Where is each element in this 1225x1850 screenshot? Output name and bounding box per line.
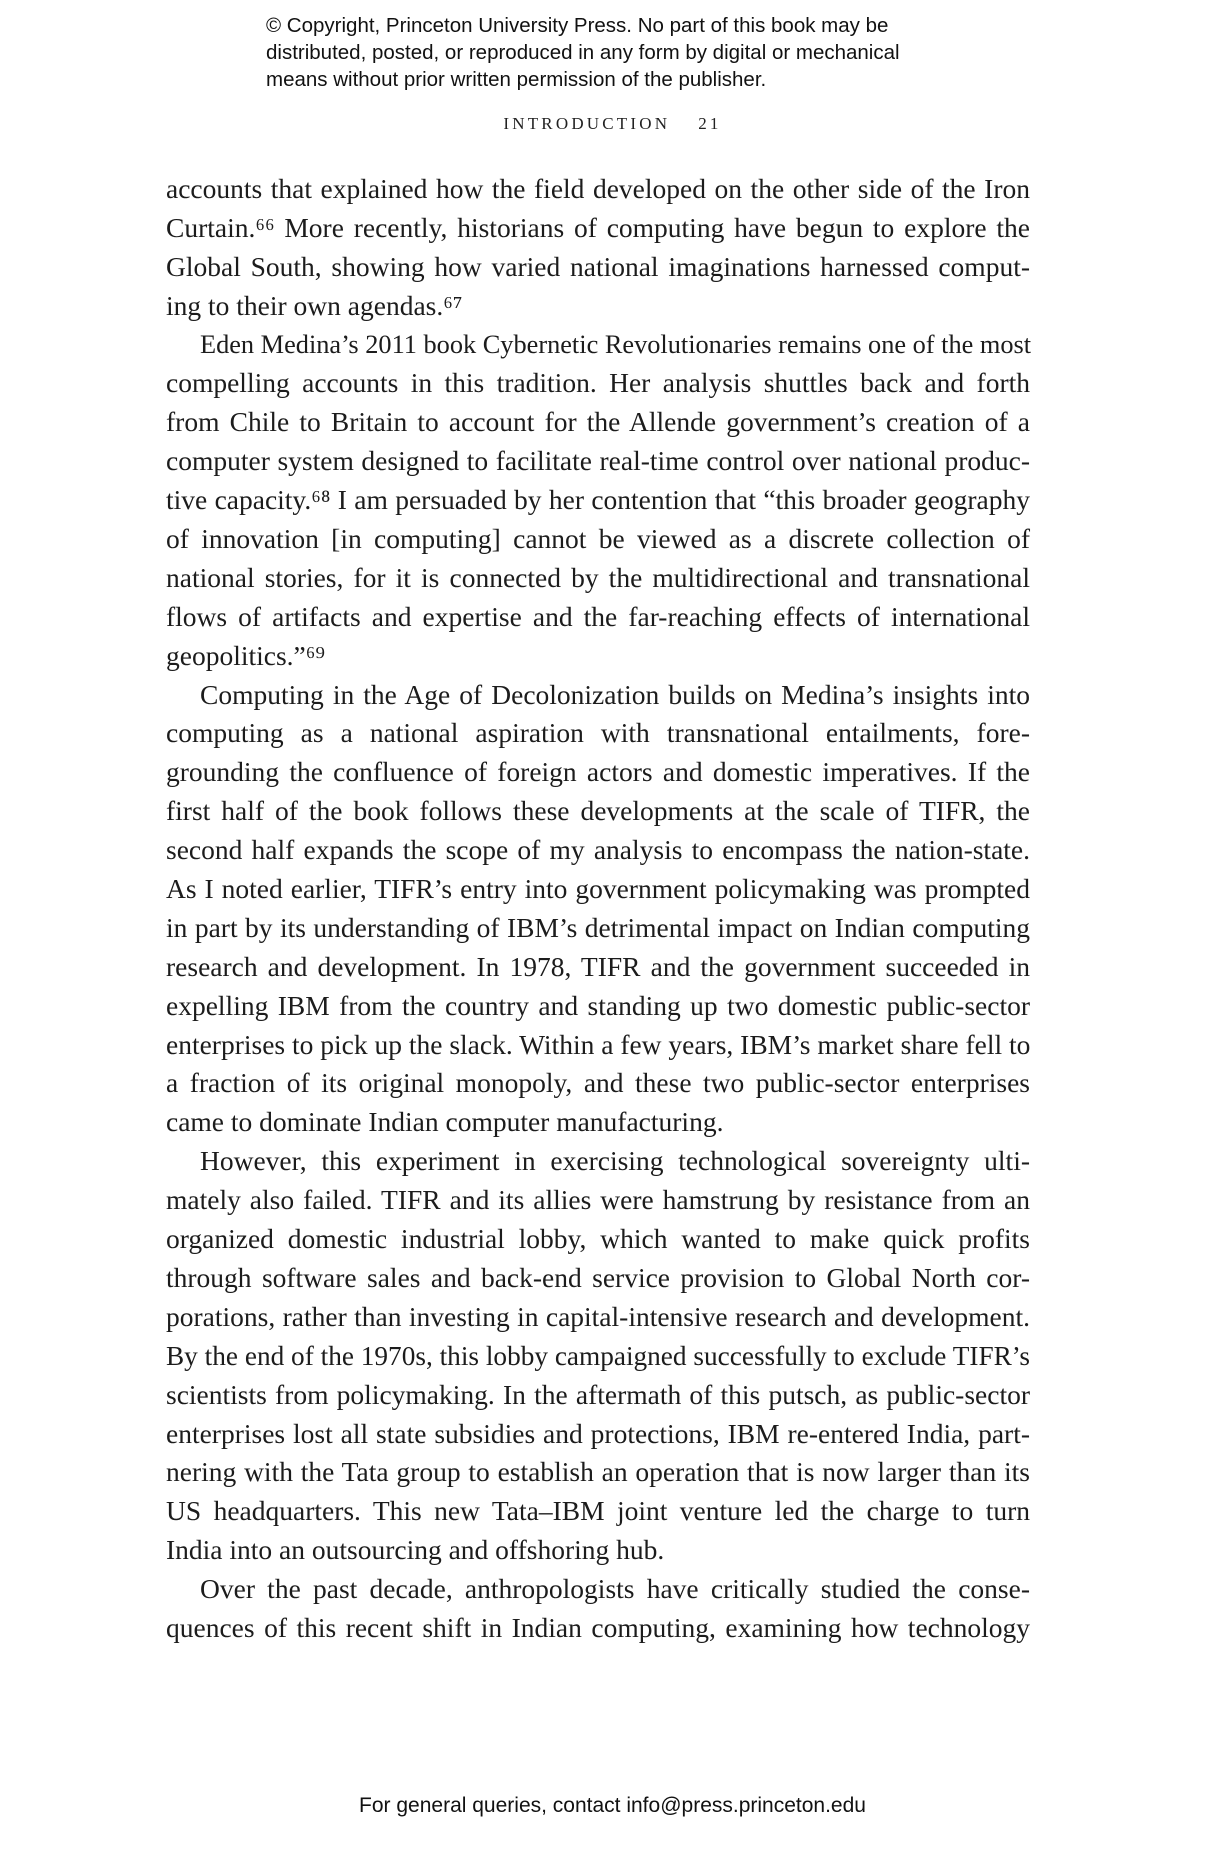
text-line: ing to their own agendas.⁶⁷ [166, 289, 463, 321]
text-line: scientists from policymaking. In the aftermath of this putsch, as public-sector [166, 1378, 1030, 1410]
footer-contact: For general queries, contact info@press.princeton.edu [359, 1794, 866, 1817]
text-line: quences of this recent shift in Indian computing, examining how technology [166, 1611, 1030, 1643]
copyright-notice [266, 12, 1026, 93]
text-line: computer system designed to facilitate real-time control over national produc- [166, 445, 1030, 477]
copyright-line: means without prior written permission of the publisher. [266, 68, 767, 91]
text-line: through software sales and back-end service provision to Global North cor- [166, 1261, 1030, 1293]
text-line: in part by its understanding of IBM’s detrimental impact on Indian computing [166, 911, 1030, 943]
text-line: research and development. In 1978, TIFR and the government succeeded in [166, 950, 1030, 982]
text-line: national stories, for it is connected by the multidirectional and transnational [166, 561, 1030, 593]
text-line: By the end of the 1970s, this lobby campaigned successfully to exclude TIFR’s [166, 1340, 1030, 1371]
text-line: computing as a national aspiration with transnational entailments, fore- [166, 717, 1030, 749]
body-text [166, 170, 1030, 1648]
text-line: nering with the Tata group to establish an operation that is now larger than its [166, 1456, 1030, 1488]
text-line: India into an outsourcing and offshoring hub. [166, 1534, 665, 1566]
text-line: from Chile to Britain to account for the Allende government’s creation of a [166, 406, 1030, 438]
text-line: enterprises to pick up the slack. Within a few years, IBM’s market share fell to [166, 1028, 1031, 1060]
copyright-line: © Copyright, Princeton University Press. No part of this book may be [266, 14, 889, 37]
text-line: US headquarters. This new Tata–IBM joint venture led the charge to turn [166, 1495, 1030, 1527]
text-line: came to dominate Indian computer manufacturing. [166, 1106, 724, 1138]
text-line: a fraction of its original monopoly, and these two public-sector enterprises [166, 1067, 1030, 1099]
running-head-title: INTRODUCTION [503, 114, 671, 133]
text-line: geopolitics.”⁶⁹ [166, 639, 325, 671]
text-line: Computing in the Age of Decolonization builds on Medina’s insights into [200, 678, 1030, 710]
text-line: organized domestic industrial lobby, which wanted to make quick profits [166, 1223, 1030, 1255]
text-line: first half of the book follows these developments at the scale of TIFR, the [166, 795, 1030, 827]
text-line: of innovation [in computing] cannot be viewed as a discrete collection of [166, 523, 1030, 555]
text-line: tive capacity.⁶⁸ I am persuaded by her contention that “this broader geography [166, 484, 1030, 516]
text-line: Over the past decade, anthropologists have critically studied the conse- [200, 1573, 1030, 1605]
text-line: As I noted earlier, TIFR’s entry into government policymaking was prompted [166, 873, 1030, 905]
text-line: flows of artifacts and expertise and the far-reaching effects of international [166, 600, 1030, 632]
running-head [0, 114, 1225, 134]
text-line: Eden Medina’s 2011 book Cybernetic Revolutionaries remains one of the most [200, 329, 1032, 359]
text-line: Global South, showing how varied national imaginations harnessed comput- [166, 250, 1030, 282]
text-line: expelling IBM from the country and standing up two domestic public-sector [166, 989, 1030, 1021]
text-line: porations, rather than investing in capital-intensive research and development. [166, 1300, 1030, 1332]
text-line: enterprises lost all state subsidies and protections, IBM re-entered India, part- [166, 1417, 1030, 1449]
text-line: Curtain.⁶⁶ More recently, historians of computing have begun to explore the [166, 211, 1030, 243]
text-line: accounts that explained how the field developed on the other side of the Iron [166, 173, 1030, 204]
text-line: However, this experiment in exercising technological sovereignty ulti- [200, 1145, 1030, 1177]
page-number: 21 [698, 114, 722, 133]
text-line: mately also failed. TIFR and its allies were hamstrung by resistance from an [166, 1184, 1030, 1216]
text-line: grounding the confluence of foreign actors and domestic imperatives. If the [166, 756, 1030, 788]
text-line: second half expands the scope of my analysis to encompass the nation-state. [166, 834, 1030, 866]
copyright-line: distributed, posted, or reproduced in any form by digital or mechanical [266, 41, 900, 64]
text-line: compelling accounts in this tradition. Her analysis shuttles back and forth [166, 367, 1030, 399]
